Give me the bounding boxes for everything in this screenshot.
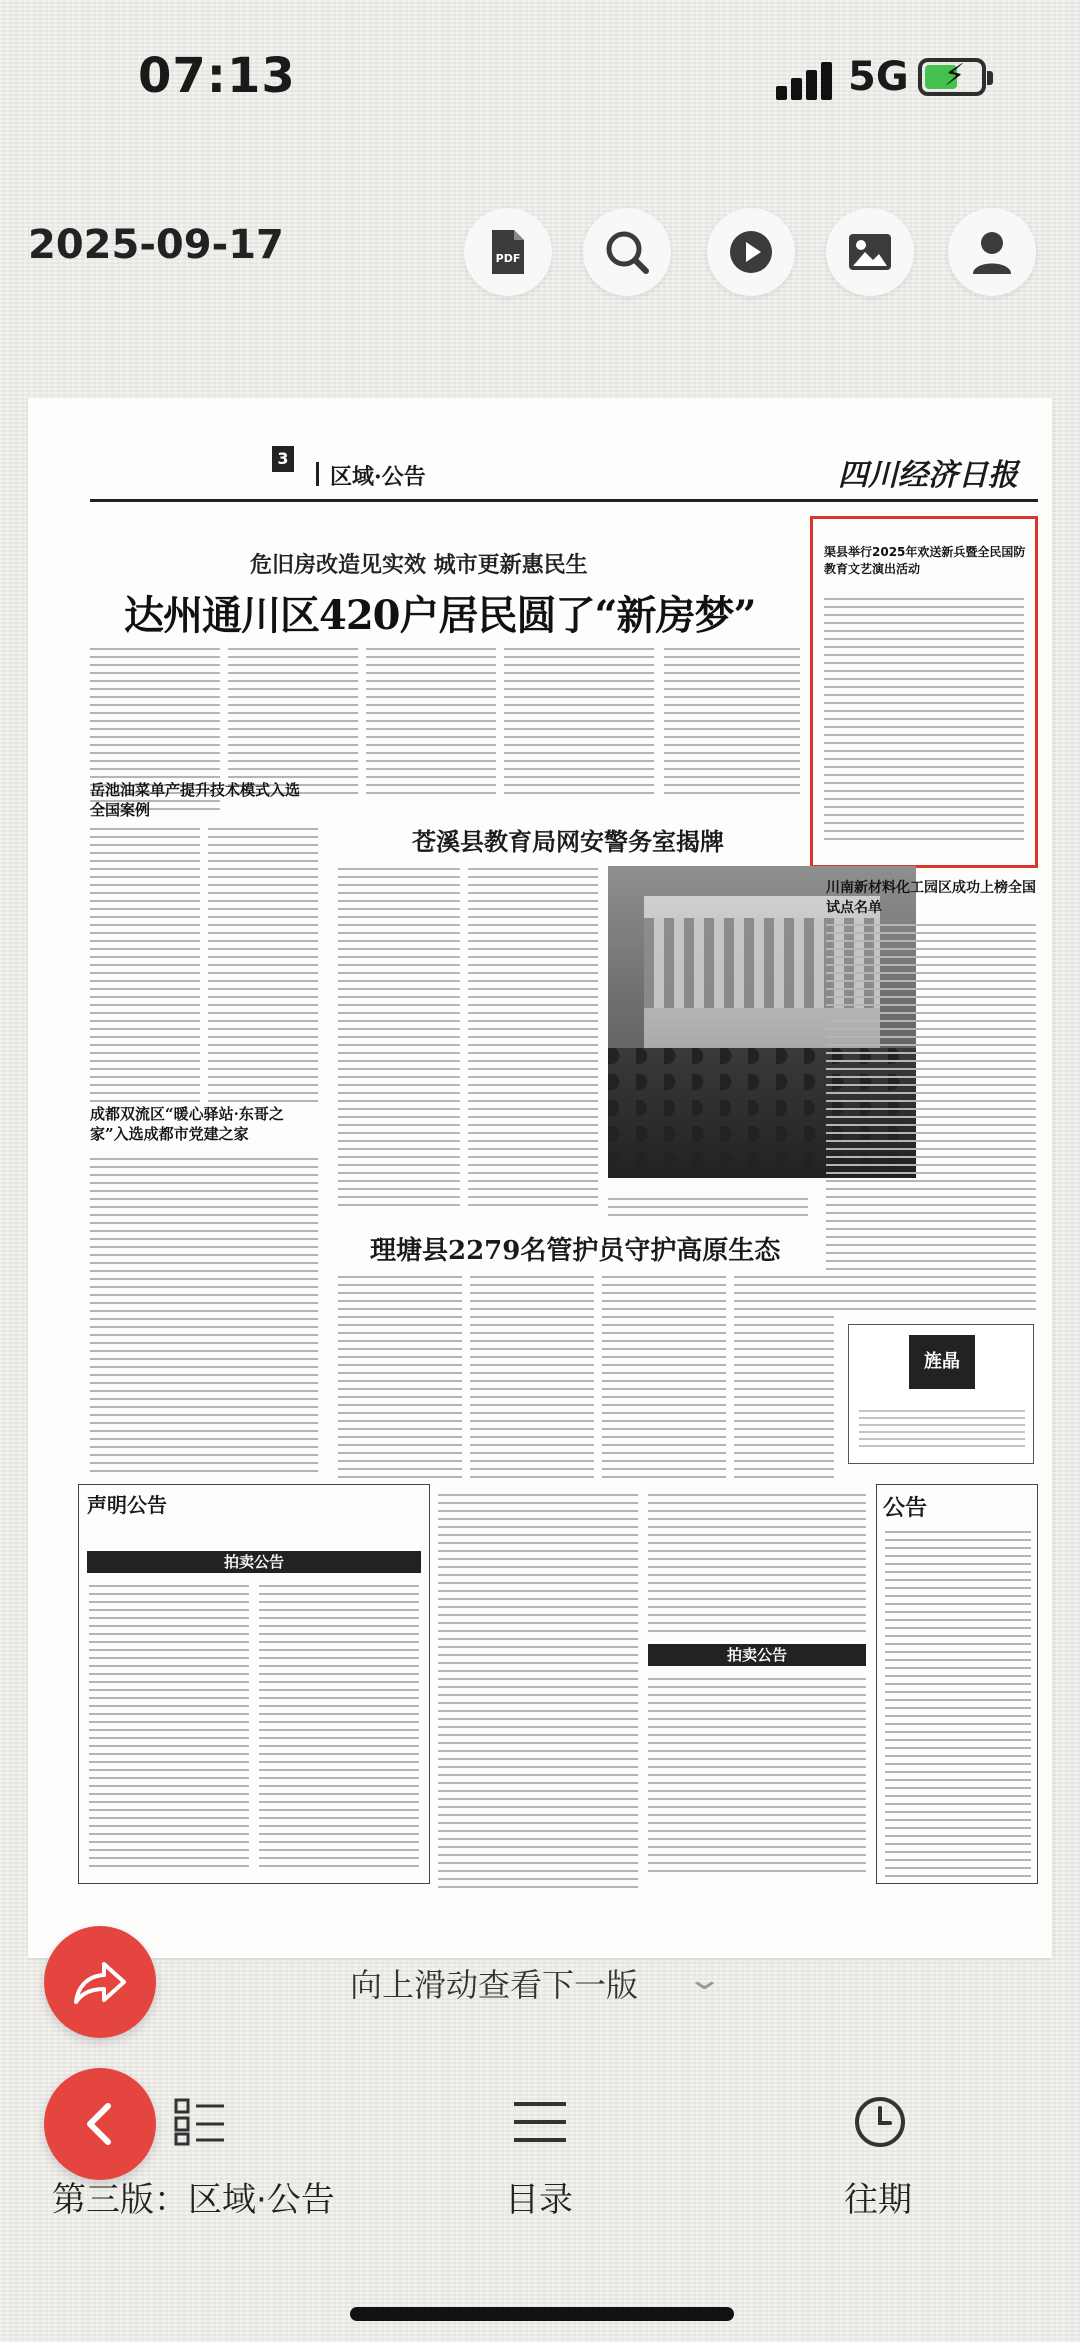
section-name: 区域·公告 (330, 460, 426, 491)
notice-block[interactable] (876, 1484, 1038, 1884)
article-text (366, 648, 496, 800)
article-text (734, 1276, 834, 1484)
notice-text (648, 1678, 866, 1878)
pdf-icon (488, 228, 528, 276)
notice-text (89, 1585, 249, 1873)
article-text (824, 598, 1024, 846)
user-button[interactable] (948, 208, 1036, 296)
share-icon (72, 1958, 128, 2006)
article-text (826, 924, 1036, 1316)
subheadline[interactable]: 危旧房改造见实效 城市更新惠民生 (250, 552, 588, 578)
cellular-signal-icon (776, 60, 836, 100)
article-text (504, 648, 654, 800)
article-text (602, 1276, 726, 1484)
pdf-button[interactable] (464, 208, 552, 296)
user-icon (971, 230, 1013, 274)
notice-text (885, 1531, 1031, 1883)
masthead: 四川经济日报 (838, 458, 1018, 493)
article-text (228, 648, 358, 800)
notice-text (259, 1585, 419, 1873)
notice-title: 声明公告 (87, 1493, 167, 1517)
article-text (338, 868, 460, 1212)
auction-bar: 拍卖公告 (648, 1644, 866, 1666)
auction-bar: 拍卖公告 (87, 1551, 421, 1573)
list-icon[interactable] (172, 2096, 228, 2148)
battery-charging-icon: ⚡ (918, 58, 986, 96)
paper-header (90, 442, 1038, 502)
status-bar (0, 0, 1080, 150)
svg-text:PDF: PDF (495, 252, 521, 265)
home-indicator[interactable] (350, 2307, 734, 2321)
play-button[interactable] (707, 208, 795, 296)
play-icon (728, 229, 774, 275)
article-text (90, 828, 200, 1108)
nav-past-issues[interactable]: 往期 (844, 2180, 912, 2220)
image-button[interactable] (826, 208, 914, 296)
nav-contents[interactable]: 目录 (505, 2180, 573, 2220)
article-text (338, 1276, 462, 1484)
menu-icon[interactable] (512, 2096, 568, 2148)
advertisement[interactable] (848, 1324, 1034, 1464)
page-number: 3 (272, 446, 294, 472)
ad-logo: 旌晶 (909, 1335, 975, 1389)
article-text (468, 868, 598, 1212)
clock-icon[interactable] (852, 2094, 908, 2150)
status-time: 07:13 (138, 48, 296, 104)
side-story-title[interactable]: 成都双流区“暖心驿站·东哥之家”入选成都市党建之家 (90, 1105, 284, 1143)
chevron-down-icon: ⌄ (685, 1962, 724, 1997)
notice-text (648, 1494, 866, 1638)
search-button[interactable] (583, 208, 671, 296)
network-label: 5G (848, 54, 909, 100)
article-text (664, 648, 800, 800)
highlighted-article-title[interactable]: 渠县举行2025年欢送新兵暨全民国防教育文艺演出活动 (824, 545, 1026, 576)
newspaper-page[interactable] (28, 398, 1052, 1958)
notice-text (438, 1494, 638, 1894)
back-icon (80, 2100, 120, 2148)
issue-date: 2025-09-17 (28, 222, 284, 268)
image-icon (847, 232, 893, 272)
share-button[interactable] (44, 1926, 156, 2038)
search-icon (604, 229, 650, 275)
side-story-title[interactable]: 川南新材料化工园区成功上榜全国试点名单 (826, 880, 1036, 916)
main-headline[interactable]: 达州通川区420户居民圆了“新房梦” (124, 592, 756, 639)
side-story-title[interactable]: 岳池油菜单产提升技术模式入选全国案例 (90, 781, 301, 819)
nav-current-section[interactable]: 第三版：区域·公告 (52, 2180, 335, 2220)
photo-story-title[interactable]: 苍溪县教育局网安警务室揭牌 (412, 827, 724, 856)
notice-block[interactable] (78, 1484, 430, 1884)
back-button[interactable] (44, 2068, 156, 2180)
article-text (608, 1198, 808, 1222)
article-text (90, 1398, 318, 1478)
bottom-headline[interactable]: 理塘县2279名管护员守护高原生态 (370, 1236, 781, 1266)
article-text (208, 828, 318, 1108)
swipe-hint: 向上滑动查看下一版 (350, 1966, 639, 2004)
notice-title: 公告 (883, 1495, 928, 1521)
article-text (470, 1276, 594, 1484)
